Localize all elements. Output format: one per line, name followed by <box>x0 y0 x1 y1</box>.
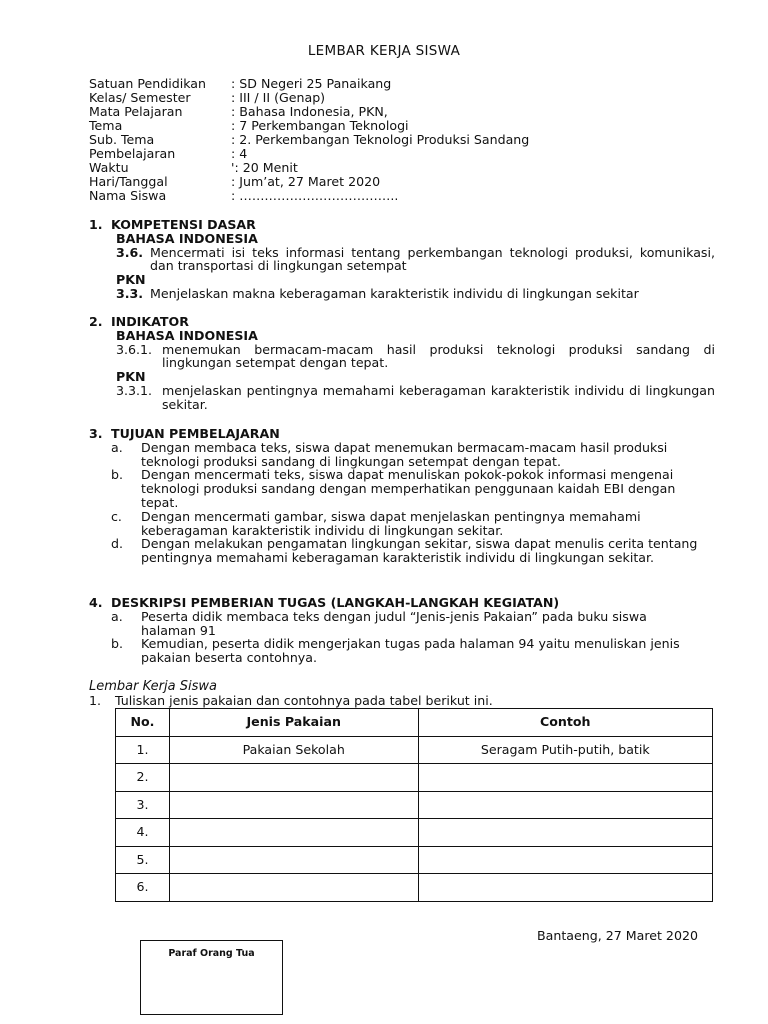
kd-code: 3.6. <box>116 244 144 260</box>
section-deskripsi-tugas <box>89 596 695 665</box>
info-label: Mata Pelajaran <box>89 104 183 119</box>
parent-signature-box <box>140 940 283 1015</box>
table-row <box>116 736 713 764</box>
table-row <box>116 819 713 847</box>
subject-label: PKN <box>116 369 146 385</box>
info-label: Satuan Pendidikan <box>89 76 206 91</box>
section-kompetensi-dasar <box>89 218 715 301</box>
info-label: Sub. Tema <box>89 132 155 147</box>
section-number: 2. <box>89 314 103 329</box>
table-row <box>116 791 713 819</box>
info-row <box>89 77 529 91</box>
list-marker: a. <box>111 439 123 455</box>
list-text: Dengan mencermati gambar, siswa dapat menjelaskan pentingnya memahami keberagaman karakteristik individu di lingkungan sekitar. <box>141 508 641 538</box>
list-item <box>111 510 711 538</box>
contoh-cell[interactable] <box>418 846 713 874</box>
row-number: 4. <box>116 819 170 847</box>
list-marker: 1. <box>89 693 102 708</box>
list-item <box>111 468 711 509</box>
column-header-no: No. <box>116 709 170 737</box>
subject-label: BAHASA INDONESIA <box>116 230 258 246</box>
jenis-pakaian-cell[interactable] <box>169 819 418 847</box>
kd-item <box>116 246 715 274</box>
row-number: 2. <box>116 764 170 792</box>
list-marker: b. <box>111 636 123 652</box>
jenis-pakaian-cell[interactable] <box>169 764 418 792</box>
indicator-item <box>116 343 715 371</box>
list-marker: c. <box>111 508 122 524</box>
info-row <box>89 105 529 119</box>
indicator-text: menemukan bermacam-macam hasil produksi teknologi produksi sandang di lingkungan setempat dengan tepat. <box>162 341 715 371</box>
info-row <box>89 189 529 203</box>
info-value: : III / II (Genap) <box>231 90 326 105</box>
contoh-cell[interactable] <box>418 764 713 792</box>
lks-title: Lembar Kerja Siswa <box>89 679 217 694</box>
section-number: 1. <box>89 217 103 232</box>
info-label: Tema <box>89 118 123 133</box>
parent-signature-label: Paraf Orang Tua <box>168 948 255 959</box>
list-text: Dengan melakukan pengamatan lingkungan sekitar, siswa dapat menulis cerita tentang pentingnya memahami keberagaman karakteristik individu di lingkungan sekitar. <box>141 536 698 566</box>
indicator-code: 3.3.1. <box>116 382 153 398</box>
kd-item <box>116 287 715 301</box>
section-indikator <box>89 315 715 412</box>
kd-code: 3.3. <box>116 285 144 301</box>
section-number: 3. <box>89 426 103 441</box>
list-item <box>111 637 695 665</box>
info-row <box>89 119 529 133</box>
info-value: : SD Negeri 25 Panaikang <box>231 76 392 91</box>
row-number: 5. <box>116 846 170 874</box>
contoh-cell[interactable] <box>418 874 713 902</box>
section-tujuan-pembelajaran <box>89 427 711 565</box>
info-value: : 7 Perkembangan Teknologi <box>231 118 409 133</box>
section-heading <box>89 596 695 610</box>
list-item <box>111 441 711 469</box>
list-text: Dengan mencermati teks, siswa dapat menuliskan pokok-pokok informasi mengenai teknologi produksi sandang dengan memperhatikan penggunaan kaidah EBI dengan tepat. <box>141 467 676 510</box>
info-row <box>89 175 529 189</box>
lks-instruction <box>89 694 493 708</box>
jenis-pakaian-cell[interactable] <box>169 874 418 902</box>
list-text: Kemudian, peserta didik mengerjakan tugas pada halaman 94 yaitu menuliskan jenis pakaian beserta contohnya. <box>141 636 680 666</box>
table-header-row <box>116 709 713 737</box>
subject-label: BAHASA INDONESIA <box>116 327 258 343</box>
section-heading <box>89 427 711 441</box>
page-title: LEMBAR KERJA SISWA <box>307 43 461 59</box>
kd-text: Mencermati isi teks informasi tentang perkembangan teknologi produksi, komunikasi, dan transportasi di lingkungan setempat <box>150 244 715 274</box>
row-number: 1. <box>116 736 170 764</box>
list-marker: b. <box>111 467 123 483</box>
row-number: 3. <box>116 791 170 819</box>
info-value: ': 20 Menit <box>231 160 298 175</box>
list-text: Peserta didik membaca teks dengan judul “Jenis-jenis Pakaian” pada buku siswa halaman 91 <box>141 608 647 638</box>
table-row <box>116 874 713 902</box>
list-item <box>111 537 711 565</box>
identity-block <box>89 77 529 203</box>
subject-label: PKN <box>116 272 146 288</box>
info-value: : Bahasa Indonesia, PKN, <box>231 104 388 119</box>
list-marker: d. <box>111 536 123 552</box>
info-label: Nama Siswa <box>89 188 167 203</box>
section-title: TUJUAN PEMBELAJARAN <box>111 426 280 441</box>
jenis-pakaian-cell[interactable]: Pakaian Sekolah <box>169 736 418 764</box>
contoh-cell[interactable]: Seragam Putih-putih, batik <box>418 736 713 764</box>
section-heading <box>89 218 715 232</box>
kd-text: Menjelaskan makna keberagaman karakteristik individu di lingkungan sekitar <box>150 285 639 301</box>
jenis-pakaian-cell[interactable] <box>169 846 418 874</box>
section-title: KOMPETENSI DASAR <box>111 217 256 232</box>
column-header-jenis-pakaian: Jenis Pakaian <box>169 709 418 737</box>
list-marker: a. <box>111 608 123 624</box>
indicator-code: 3.6.1. <box>116 341 153 357</box>
column-header-contoh: Contoh <box>418 709 713 737</box>
info-value: : Jum’at, 27 Maret 2020 <box>231 174 381 189</box>
section-heading <box>89 315 715 329</box>
info-row <box>89 133 529 147</box>
info-label: Pembelajaran <box>89 146 176 161</box>
list-text: Dengan membaca teks, siswa dapat menemukan bermacam-macam hasil produksi teknologi produksi sandang di lingkungan setempat dengan tepat. <box>141 439 668 469</box>
section-number: 4. <box>89 595 103 610</box>
instruction-text: Tuliskan jenis pakaian dan contohnya pada tabel berikut ini. <box>115 693 493 708</box>
section-title: DESKRIPSI PEMBERIAN TUGAS (LANGKAH-LANGKAH KEGIATAN) <box>111 595 560 610</box>
info-label: Kelas/ Semester <box>89 90 191 105</box>
info-label: Waktu <box>89 160 129 175</box>
contoh-cell[interactable] <box>418 819 713 847</box>
info-label: Hari/Tanggal <box>89 174 168 189</box>
table-row <box>116 764 713 792</box>
indicator-text: menjelaskan pentingnya memahami keberagaman karakteristik individu di lingkungan sekitar. <box>162 382 715 412</box>
indicator-item <box>116 384 715 412</box>
student-name-field: : ……………………………….. <box>231 188 399 203</box>
info-row <box>89 91 529 105</box>
info-row <box>89 147 529 161</box>
answer-table <box>115 708 713 902</box>
row-number: 6. <box>116 874 170 902</box>
place-date: Bantaeng, 27 Maret 2020 <box>537 928 698 943</box>
contoh-cell[interactable] <box>418 791 713 819</box>
info-value: : 2. Perkembangan Teknologi Produksi Sandang <box>231 132 530 147</box>
table-row <box>116 846 713 874</box>
section-title: INDIKATOR <box>111 314 189 329</box>
info-value: : 4 <box>231 146 248 161</box>
jenis-pakaian-cell[interactable] <box>169 791 418 819</box>
list-item <box>111 610 695 638</box>
info-row <box>89 161 529 175</box>
